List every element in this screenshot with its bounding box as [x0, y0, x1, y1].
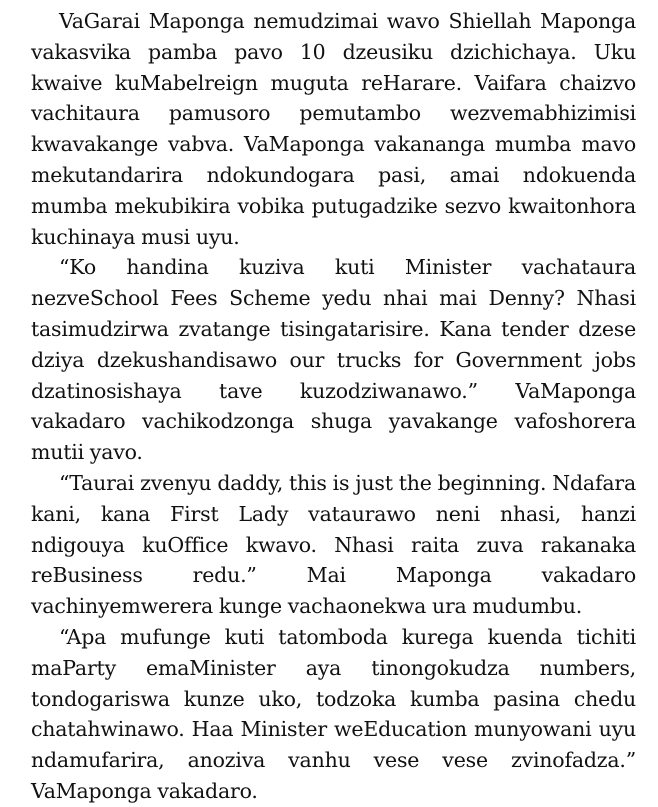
paragraph-1: VaGarai Maponga nemudzimai wavo Shiellah Maponga vakasvika pamba pavo 10 dzeusiku dzichichaya. Uku kwaive kuMabelreign muguta reHarare. Vaifara chaizvo vachitaura pamusoro pemutambo wezvemabhizimisi kwavakange vabva. VaMaponga vakananga mumba mavo mekutandarira ndokundogara pasi, amai ndokuenda mumba mekubikira vobika putugadzike sezvo kwaitonhora kuchinaya musi uyu. [31, 9, 636, 249]
paragraph-4: “Apa mufunge kuti tatomboda kurega kuenda tichiti maParty emaMinister aya tinongokudza numbers, tondogariswa kunze uko, todzoka kumba pasina chedu chatahwinawo. Haa Minister weEducation munyowani uyu ndamufarira, anoziva vanhu vese vese zvinofadza.” VaMaponga vakadaro. [31, 624, 636, 803]
paragraph-2: “Ko handina kuziva kuti Minister vachataura nezveSchool Fees Scheme yedu nhai mai Denny? Nhasi tasimudzirwa zvatange tisingatarisire. Kana tender dzese dziya dzekushandisawo our trucks for Government jobs dzatinosishaya tave kuzodziwanawo.” VaMaponga vakadaro vachikodzonga shuga yavakange vafoshorera mutii yavo. [31, 255, 636, 465]
document-body [31, 6, 636, 807]
paragraph-3: “Taurai zvenyu daddy, this is just the beginning. Ndafara kani, kana First Lady vataurawo neni nhasi, hanzi ndigouya kuOffice kwavo. Nhasi raita zuva rakanaka reBusiness redu.” Mai Maponga vakadaro vachinyemwerera kunge vachaonekwa ura mudumbu. [31, 470, 636, 619]
